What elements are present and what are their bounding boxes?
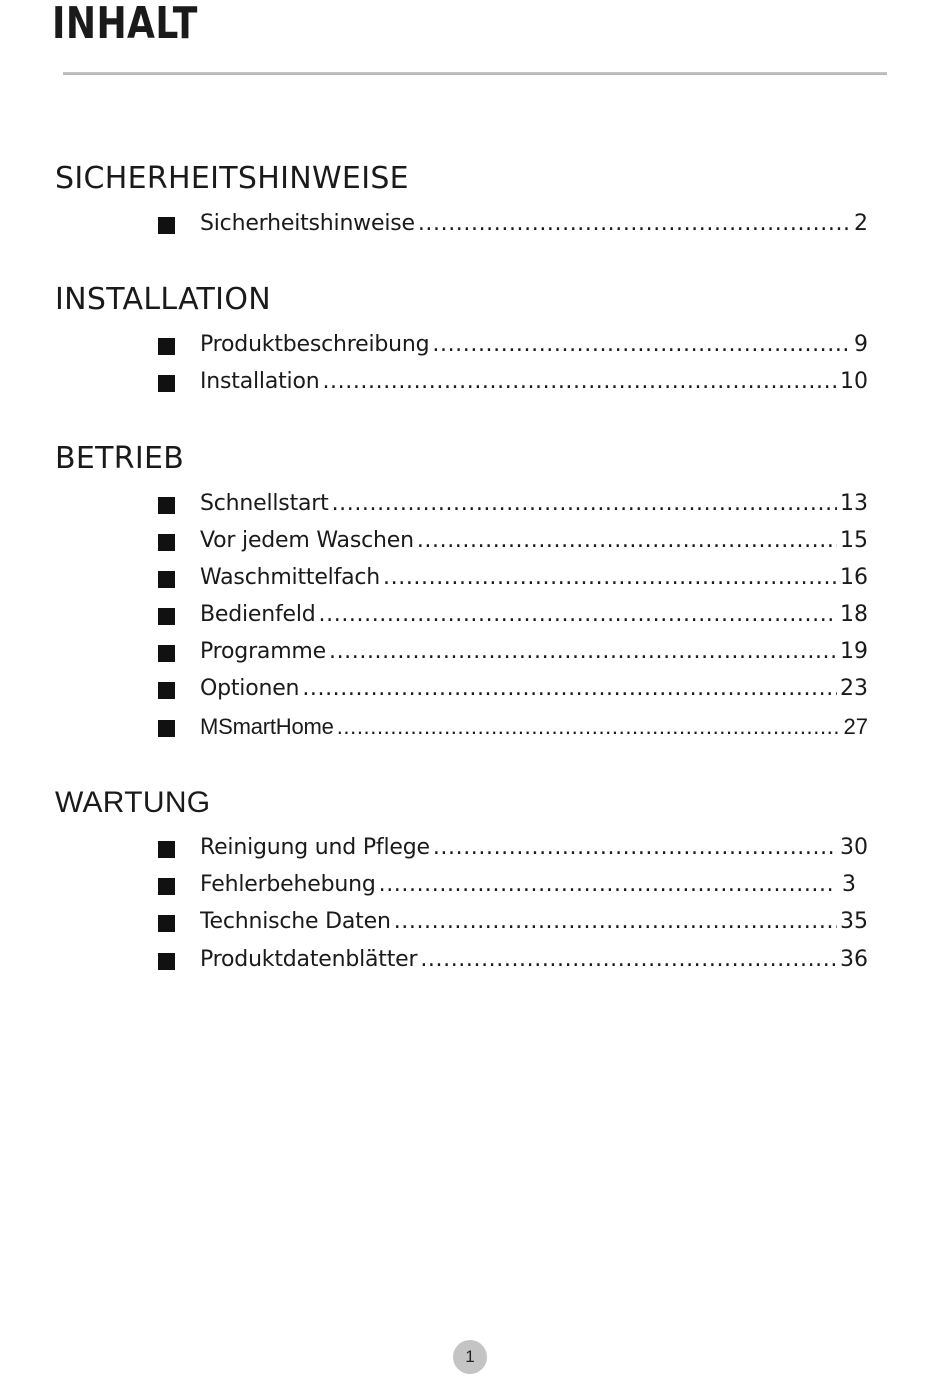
square-bullet-icon <box>158 217 175 234</box>
square-bullet-icon <box>158 720 175 737</box>
toc-entry-page: 27 <box>843 714 868 739</box>
toc-entry[interactable] <box>0 563 950 593</box>
square-bullet-icon <box>158 338 175 355</box>
toc-entry-label: Produktbeschreibung <box>200 332 430 357</box>
toc-entry[interactable] <box>0 833 950 863</box>
toc-entry-page: 3 <box>842 872 856 897</box>
toc-entry[interactable] <box>0 600 950 630</box>
toc-entry-page: 9 <box>854 332 868 357</box>
toc-entry[interactable] <box>0 870 950 900</box>
toc-entry-label: Reinigung und Pflege <box>200 835 430 860</box>
toc-entry[interactable] <box>0 712 950 742</box>
toc-entry-page: 10 <box>840 369 868 394</box>
dot-leader <box>302 674 837 704</box>
toc-entry-page: 36 <box>840 947 868 972</box>
square-bullet-icon <box>158 497 175 514</box>
toc-entry[interactable] <box>0 330 950 360</box>
dot-leader <box>379 870 833 900</box>
toc-entry[interactable] <box>0 907 950 937</box>
toc-entry-page: 35 <box>840 909 868 934</box>
square-bullet-icon <box>158 878 175 895</box>
toc-entry[interactable] <box>0 945 950 975</box>
toc-entry[interactable] <box>0 637 950 667</box>
dot-leader <box>329 637 837 667</box>
toc-entry-page: 23 <box>840 676 868 701</box>
toc-entry[interactable] <box>0 367 950 397</box>
toc-entry-page: 16 <box>840 565 868 590</box>
page-title: INHALT <box>52 0 198 49</box>
title-divider <box>63 72 887 75</box>
toc-entry-label: Technische Daten <box>200 909 391 934</box>
toc-entry-label: Sicherheitshinweise <box>200 211 415 236</box>
dot-leader <box>417 526 837 556</box>
section-heading: WARTUNG <box>55 786 211 819</box>
toc-entry-page: 2 <box>854 211 868 236</box>
toc-entry-page: 15 <box>840 528 868 553</box>
dot-leader <box>420 945 837 975</box>
square-bullet-icon <box>158 534 175 551</box>
section-heading: INSTALLATION <box>55 282 271 317</box>
square-bullet-icon <box>158 953 175 970</box>
toc-entry-label: Programme <box>200 639 326 664</box>
dot-leader <box>433 833 837 863</box>
toc-entry-label: MSmartHome <box>200 714 334 739</box>
toc-entry[interactable] <box>0 674 950 704</box>
toc-entry[interactable] <box>0 209 950 239</box>
square-bullet-icon <box>158 645 175 662</box>
toc-entry-label: Optionen <box>200 676 300 701</box>
toc-entry[interactable] <box>0 489 950 519</box>
dot-leader <box>394 907 837 937</box>
dot-leader <box>337 712 841 742</box>
toc-entry-label: Vor jedem Waschen <box>200 528 414 553</box>
toc-entry-label: Schnellstart <box>200 491 329 516</box>
toc-entry-label: Produktdatenblätter <box>200 947 418 972</box>
toc-entry[interactable] <box>0 526 950 556</box>
square-bullet-icon <box>158 608 175 625</box>
toc-entry-label: Waschmittelfach <box>200 565 381 590</box>
toc-entry-page: 30 <box>840 835 868 860</box>
square-bullet-icon <box>158 571 175 588</box>
toc-entry-page: 13 <box>840 491 868 516</box>
square-bullet-icon <box>158 841 175 858</box>
square-bullet-icon <box>158 915 175 932</box>
dot-leader <box>432 330 851 360</box>
dot-leader <box>322 367 837 397</box>
toc-entry-page: 18 <box>840 602 868 627</box>
section-heading: BETRIEB <box>55 441 185 476</box>
toc-entry-label: Fehlerbehebung <box>200 872 376 897</box>
square-bullet-icon <box>158 682 175 699</box>
toc-entry-label: Installation <box>200 369 320 394</box>
dot-leader <box>418 209 851 239</box>
toc-entry-label: Bedienfeld <box>200 602 316 627</box>
dot-leader <box>383 563 837 593</box>
page-number-badge: 1 <box>453 1340 487 1374</box>
dot-leader <box>332 489 837 519</box>
section-heading: SICHERHEITSHINWEISE <box>55 161 409 196</box>
square-bullet-icon <box>158 375 175 392</box>
toc-entry-page: 19 <box>840 639 868 664</box>
dot-leader <box>319 600 837 630</box>
